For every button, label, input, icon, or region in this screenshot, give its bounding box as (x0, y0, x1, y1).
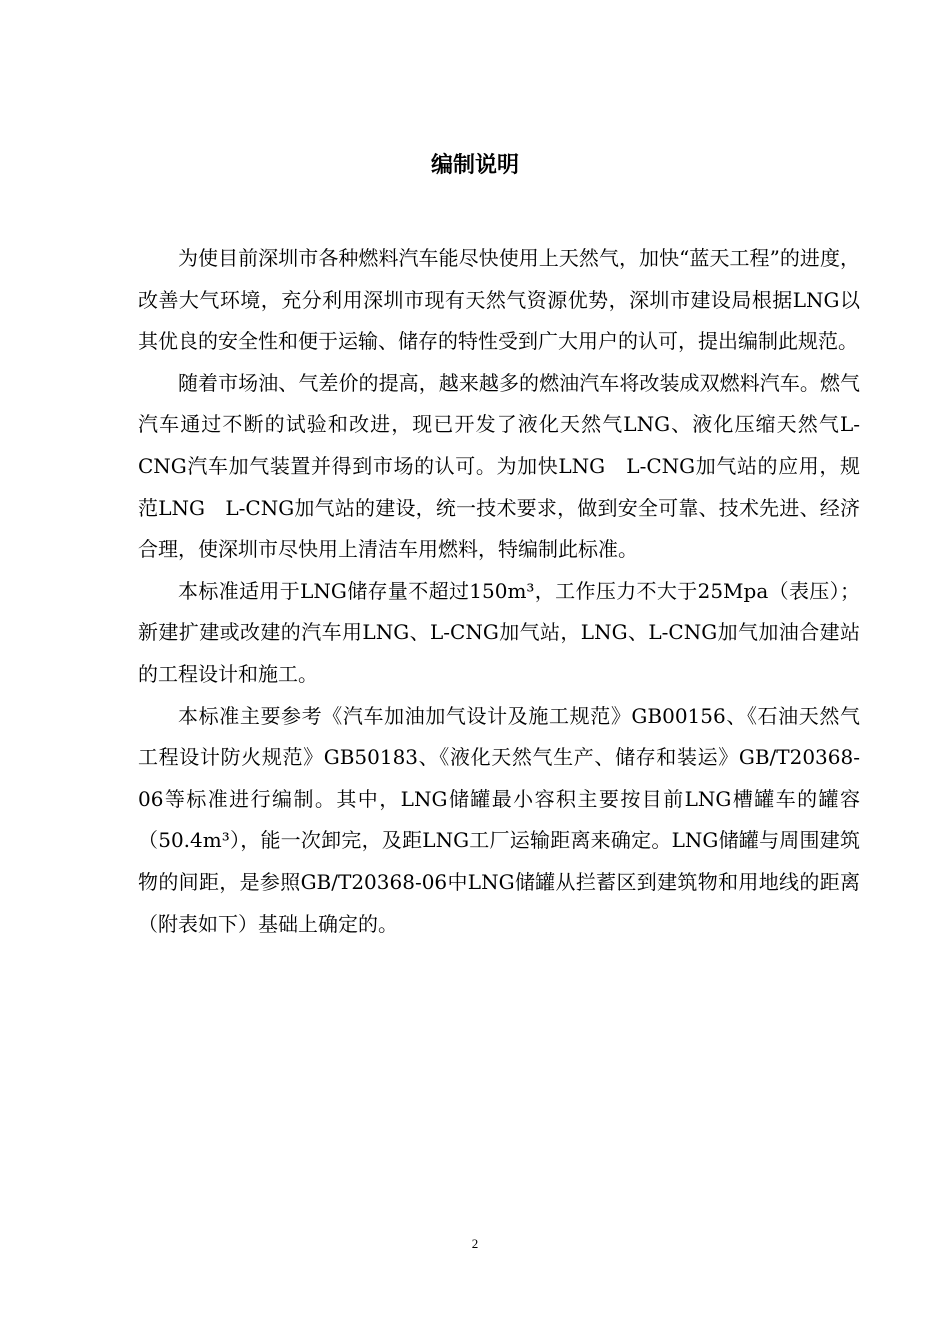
paragraph-purpose: 为使目前深圳市各种燃料汽车能尽快使用上天然气，加快“蓝天工程”的进度，改善大气环境，充分利用深圳市现有天然气资源优势，深圳市建设局根据LNG以其优良的安全性和便于运输、储存的特性受到广大用户的认可，提出编制此规范。 (138, 246, 860, 354)
body-text (138, 238, 860, 945)
page-number: 2 (471, 1236, 479, 1251)
paragraph-references: 本标准主要参考《汽车加油加气设计及施工规范》GB00156、《石油天然气工程设计防火规范》GB50183、《液化天然气生产、储存和装运》GB/T20368-06等标准进行编制。其中，LNG储罐最小容积主要按目前LNG槽罐车的罐容（50.4m³），能一次卸完，及距LNG工厂运输距离来确定。LNG储罐与周围建筑物的间距，是参照GB/T20368-06中LNG储罐从拦蓄区到建筑物和用地线的距离（附表如下）基础上确定的。 (138, 703, 860, 936)
paragraph-scope: 本标准适用于LNG储存量不超过150m³，工作压力不大于25Mpa（表压）；新建扩建或改建的汽车用LNG、L-CNG加气站，LNG、L-CNG加气加油合建站的工程设计和施工。 (138, 578, 860, 686)
paragraph-background: 随着市场油、气差价的提高，越来越多的燃油汽车将改装成双燃料汽车。燃气汽车通过不断的试验和改进，现已开发了液化天然气LNG、液化压缩天然气L-CNG汽车加气装置并得到市场的认可。为加快LNG L-CNG加气站的应用，规范LNG L-CNG加气站的建设，统一技术要求，做到安全可靠、技术先进、经济合理，使深圳市尽快用上清洁车用燃料，特编制此标准。 (138, 370, 860, 562)
page-title: 编制说明 (430, 153, 519, 178)
